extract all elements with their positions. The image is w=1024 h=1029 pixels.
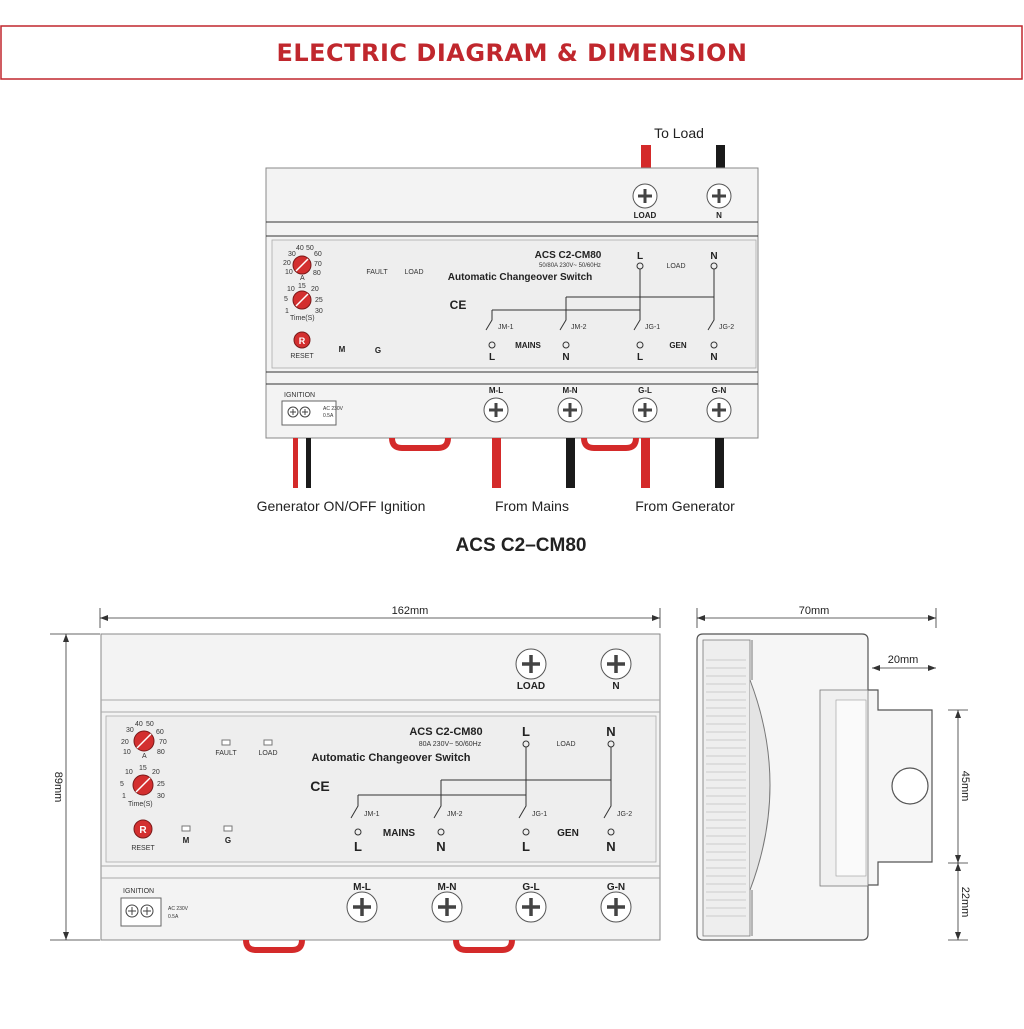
amp-tick: 30 [288, 251, 296, 258]
dim-mains: MAINS [382, 828, 416, 839]
terminal-g-n[interactable] [707, 398, 731, 422]
time-tick: 10 [125, 769, 133, 776]
time-tick: 1 [285, 308, 289, 315]
time-dial[interactable] [293, 291, 311, 309]
schematic-L: L [636, 251, 644, 262]
ignition-rating: 0.5A [323, 413, 334, 419]
reset-label: RESET [290, 353, 314, 360]
amp-tick: 30 [126, 727, 134, 734]
time-tick: 25 [157, 781, 165, 788]
dim-model: ACS C2-CM80 [409, 726, 483, 738]
dim-reset-letter: R [139, 825, 147, 836]
ignition-caption: Generator ON/OFF Ignition [256, 498, 426, 514]
dim-L: L [522, 839, 530, 854]
page-title: ELECTRIC DIAGRAM & DIMENSION [276, 39, 748, 67]
schematic-N: N [710, 352, 718, 363]
amp-tick: 80 [313, 270, 321, 277]
device-model: ACS C2-CM80 [534, 250, 602, 261]
time-tick: 20 [152, 769, 160, 776]
time-tick: 1 [122, 793, 126, 800]
device-rating: 50/80A 230V~ 50/60Hz [539, 263, 601, 269]
mains-caption: From Mains [495, 498, 569, 514]
dim-N: N [606, 724, 616, 739]
step-label: 20mm [887, 654, 919, 666]
time-tick: 5 [284, 296, 288, 303]
dim-terminal-g-l[interactable] [516, 892, 546, 922]
terminal-n-label: N [716, 211, 722, 220]
dim-ignition-label: IGNITION [123, 888, 155, 895]
width-label: 162mm [391, 605, 429, 617]
gen-led-label: G [374, 346, 382, 355]
time-unit: Time(S) [128, 801, 153, 808]
dim-jg1: JG-1 [532, 811, 548, 818]
schematic-L: L [488, 352, 496, 363]
time-tick: 30 [157, 793, 165, 800]
dim-rating: 80A 230V~ 50/60Hz [418, 741, 482, 748]
dim-terminal-m-l-label: M-L [353, 882, 371, 893]
dim-terminal-load-label: LOAD [516, 681, 546, 692]
device-subtitle: Automatic Changeover Switch [447, 272, 593, 283]
m-led [182, 826, 190, 831]
g-led [224, 826, 232, 831]
dim-jm2: JM-2 [447, 811, 463, 818]
terminal-m-l[interactable] [484, 398, 508, 422]
dim-terminal-m-l[interactable] [347, 892, 377, 922]
dim-amp-dial[interactable] [134, 731, 154, 751]
amp-tick: 60 [314, 251, 322, 258]
amp-dial[interactable] [293, 256, 311, 274]
amp-tick: 80 [157, 749, 165, 756]
ce-mark: CE [449, 298, 467, 312]
dim-terminal-g-l-label: G-L [522, 882, 540, 893]
gen-wire-red [641, 438, 650, 488]
fault-led-label: FAULT [366, 269, 388, 276]
reset-button-label: R [298, 336, 306, 346]
ignition-rating: AC 230V [323, 406, 344, 412]
amp-unit: A [300, 275, 305, 282]
dim-terminal-m-n[interactable] [432, 892, 462, 922]
amp-tick: 10 [123, 749, 131, 756]
ignition-label: IGNITION [284, 392, 316, 399]
terminal-n[interactable] [707, 184, 731, 208]
reset-button[interactable] [294, 332, 310, 348]
dim-load: LOAD [556, 741, 576, 748]
gen-label: GEN [669, 341, 687, 350]
dim-ignition-rating: 0.5A [168, 914, 179, 920]
terminal-m-n-label: M-N [562, 386, 578, 395]
dim-jm1: JM-1 [364, 811, 380, 818]
time-tick: 30 [315, 308, 323, 315]
generator-caption: From Generator [635, 498, 735, 514]
upper-label: 45mm [959, 770, 971, 802]
mains-label: MAINS [515, 341, 541, 350]
time-tick: 15 [298, 283, 306, 290]
dim-g-label: G [224, 836, 232, 845]
dim-din-clip [456, 940, 512, 950]
dim-m-label: M [182, 836, 190, 845]
schematic-L: L [636, 352, 644, 363]
amp-tick: 70 [314, 261, 322, 268]
time-tick: 25 [315, 297, 323, 304]
fault-led [222, 740, 230, 745]
dim-terminal-m-n-label: M-N [437, 882, 457, 893]
load-wire-black [716, 145, 725, 170]
dim-reset-button[interactable] [134, 820, 152, 838]
dim-terminal-n[interactable] [601, 649, 631, 679]
dim-terminal-load[interactable] [516, 649, 546, 679]
dimension-front-view [50, 605, 660, 950]
lower-label: 22mm [959, 886, 971, 918]
terminal-load[interactable] [633, 184, 657, 208]
dim-L: L [522, 724, 530, 739]
gen-wire-black [715, 438, 724, 488]
model-caption: ACS C2–CM80 [455, 535, 587, 556]
dim-fault-label: FAULT [215, 750, 237, 757]
dim-time-dial[interactable] [133, 775, 153, 795]
terminal-g-n-label: G-N [711, 386, 727, 395]
jm1-label: JM-1 [498, 324, 514, 331]
mains-wire-black [566, 438, 575, 488]
to-load-label: To Load [654, 125, 704, 141]
dim-terminal-n-label: N [612, 681, 620, 692]
dim-jg2: JG-2 [617, 811, 633, 818]
din-clip [392, 438, 448, 448]
amp-tick: 50 [306, 245, 314, 252]
dim-N: N [606, 839, 616, 854]
amp-tick: 70 [159, 739, 167, 746]
jm2-label: JM-2 [571, 324, 587, 331]
din-clip [584, 438, 636, 448]
load-wire-red [641, 145, 651, 170]
dim-N: N [436, 839, 446, 854]
load-led-label: LOAD [404, 269, 424, 276]
dim-reset-label: RESET [131, 845, 155, 852]
mains-led-label: M [338, 345, 346, 354]
dim-ce-mark: CE [310, 778, 330, 794]
side-screw [892, 768, 928, 804]
amp-tick: 40 [296, 245, 304, 252]
schematic-N: N [710, 251, 718, 262]
dim-din-clip [246, 940, 302, 950]
schematic-N: N [562, 352, 570, 363]
terminal-m-n[interactable] [558, 398, 582, 422]
dim-subtitle: Automatic Changeover Switch [311, 752, 471, 764]
load-led [264, 740, 272, 745]
dim-terminal-g-n[interactable] [601, 892, 631, 922]
amp-tick: 10 [285, 269, 293, 276]
dim-ignition-rating: AC 230V [168, 906, 189, 912]
time-unit: Time(S) [290, 315, 315, 322]
ignition-wire-black [306, 438, 311, 488]
height-label: 89mm [52, 771, 64, 803]
amp-tick: 20 [283, 260, 291, 267]
dim-load-label: LOAD [258, 750, 278, 757]
dim-terminal-g-n-label: G-N [606, 882, 626, 893]
schematic-load: LOAD [666, 263, 686, 270]
mains-wire-red [492, 438, 501, 488]
amp-tick: 40 [135, 721, 143, 728]
time-tick: 20 [311, 286, 319, 293]
dim-gen: GEN [557, 828, 579, 839]
ignition-wire-red [293, 438, 298, 488]
time-tick: 15 [139, 765, 147, 772]
amp-tick: 20 [121, 739, 129, 746]
side-view [697, 605, 971, 940]
terminal-m-l-label: M-L [488, 386, 504, 395]
time-tick: 10 [287, 286, 295, 293]
terminal-g-l-label: G-L [638, 386, 652, 395]
dim-L: L [354, 839, 362, 854]
wiring-diagram [257, 125, 758, 556]
amp-tick: 50 [146, 721, 154, 728]
time-tick: 5 [120, 781, 124, 788]
amp-tick: 60 [156, 729, 164, 736]
amp-unit: A [142, 753, 147, 760]
header-banner [1, 26, 1022, 79]
depth-label: 70mm [798, 605, 830, 617]
jg2-label: JG-2 [719, 324, 735, 331]
terminal-g-l[interactable] [633, 398, 657, 422]
jg1-label: JG-1 [645, 324, 661, 331]
terminal-load-label: LOAD [633, 211, 657, 220]
